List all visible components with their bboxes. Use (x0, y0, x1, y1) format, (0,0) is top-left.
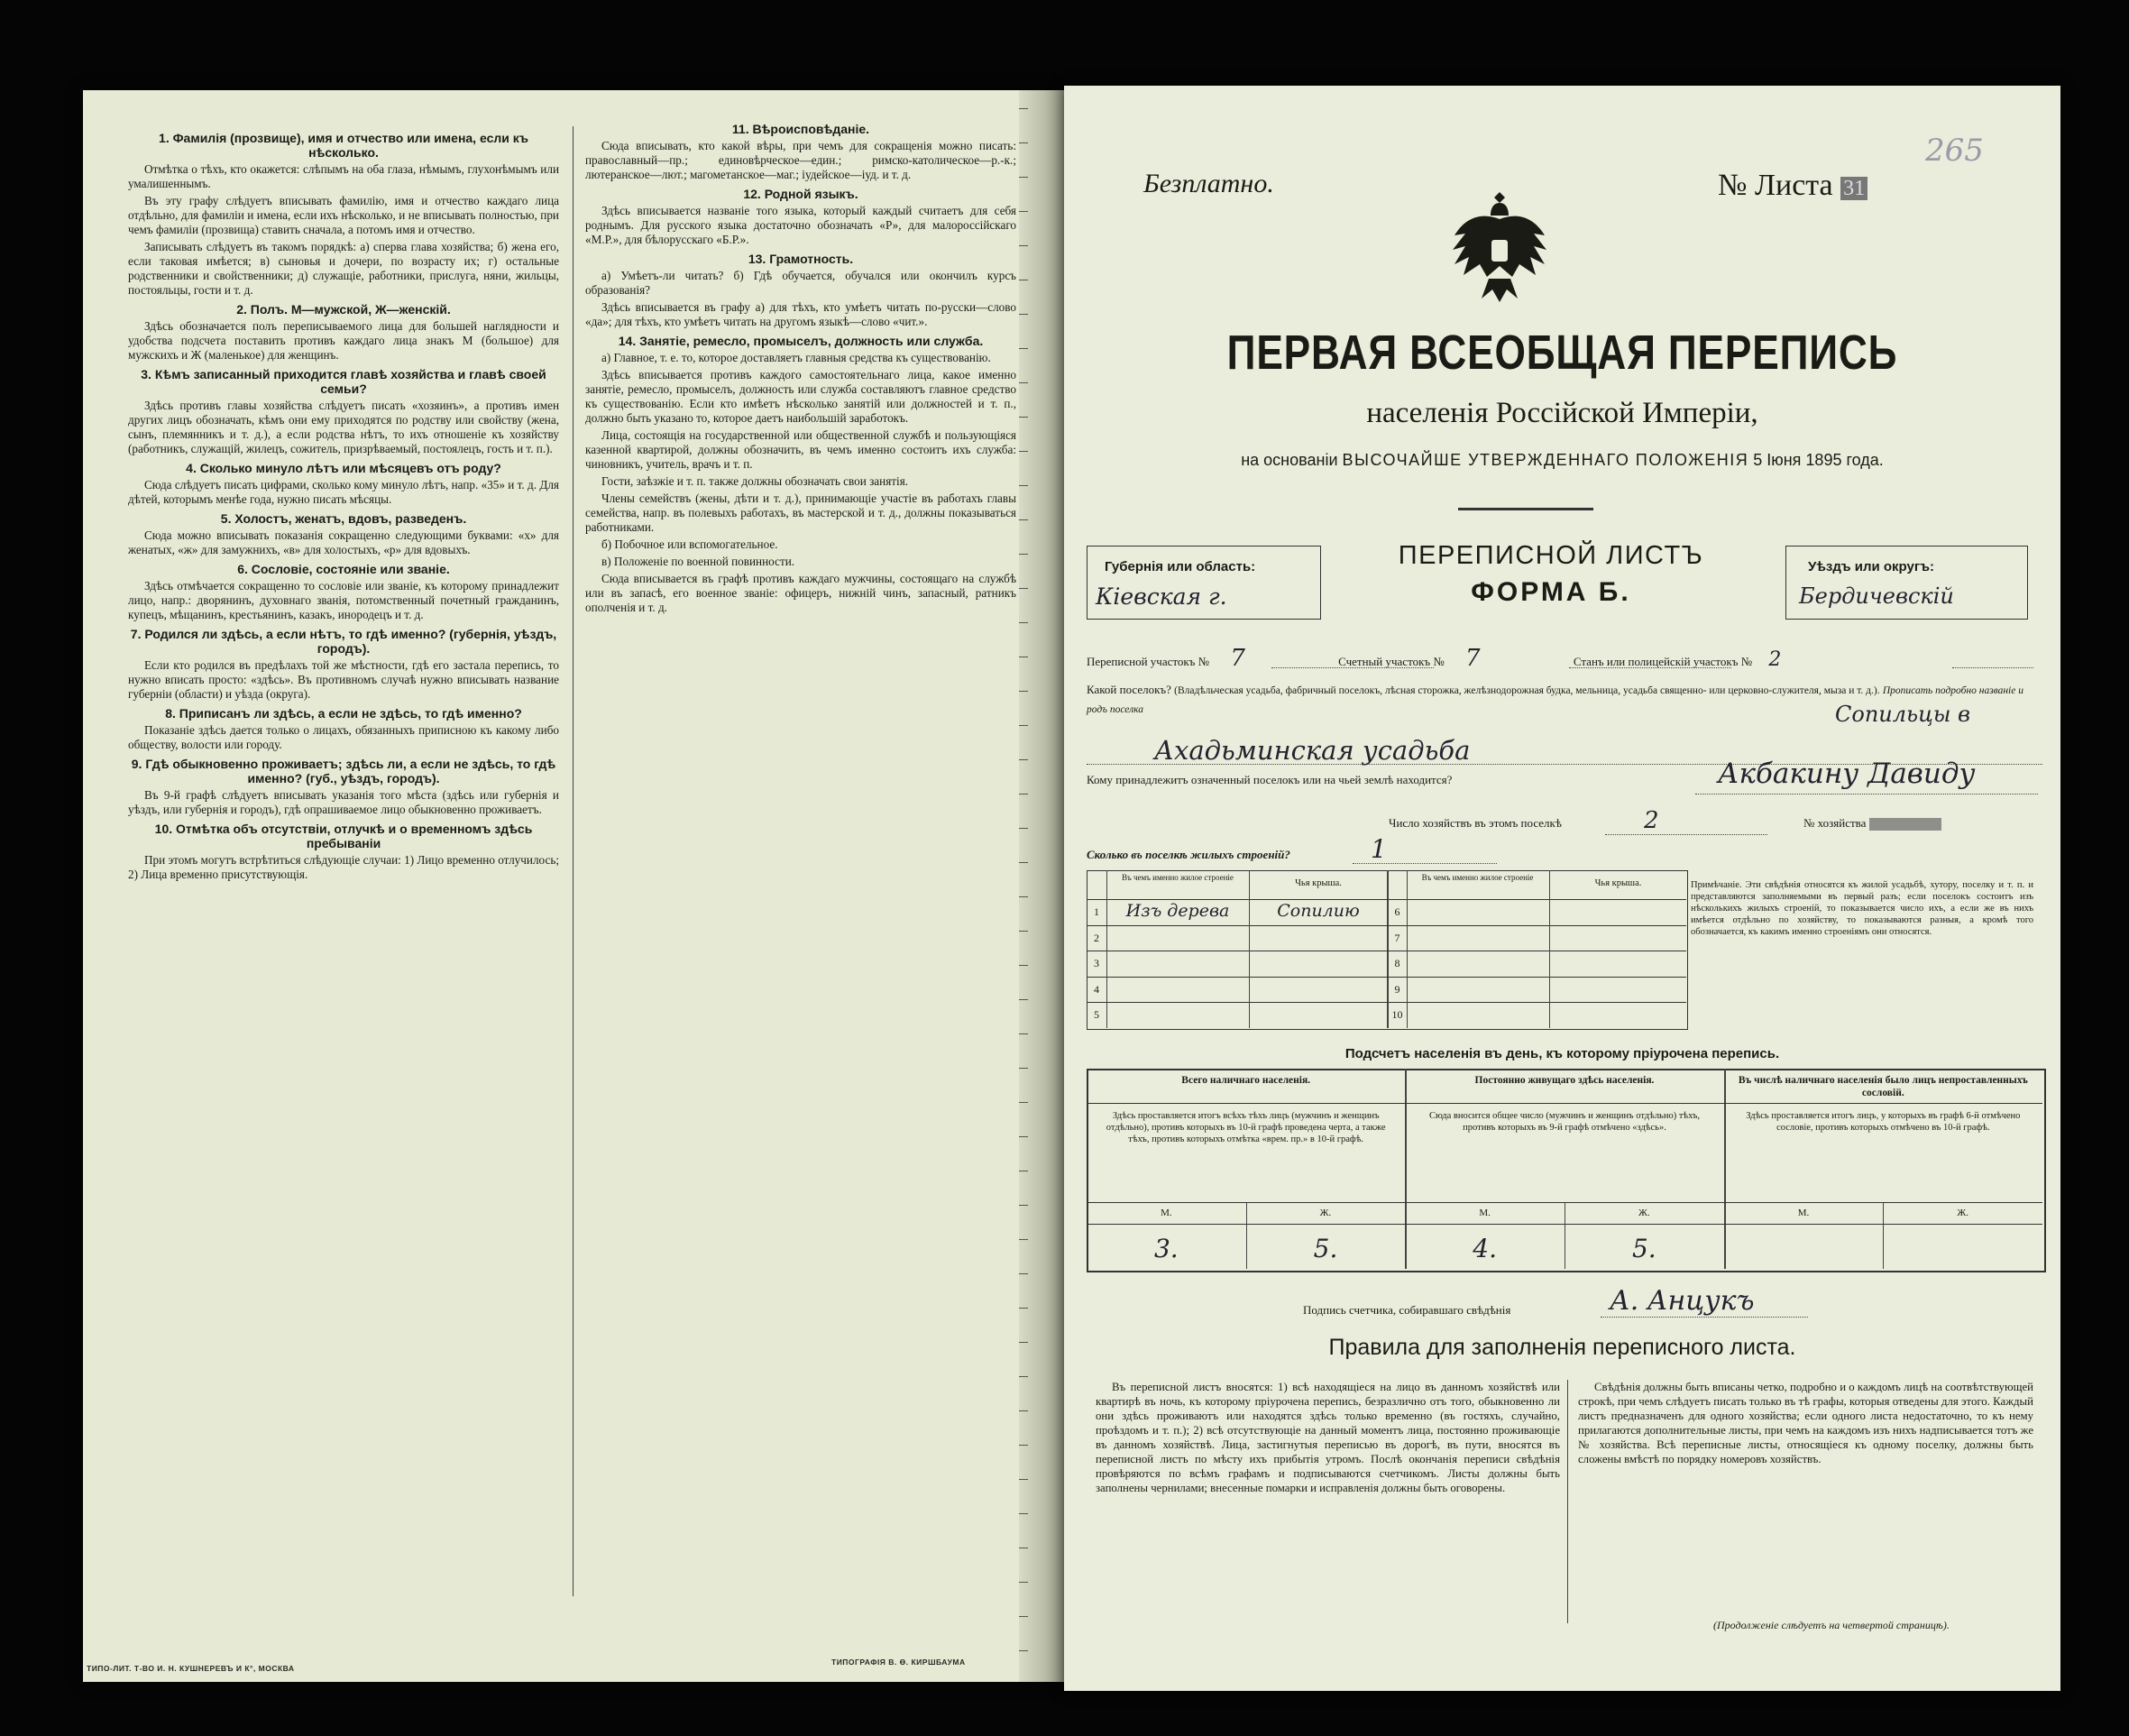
buildings-row-number: 5 (1094, 1008, 1099, 1022)
gutter-tick (1019, 485, 1028, 486)
count-head-rule (1087, 1103, 2042, 1104)
section-paragraph: Отмѣтка о тѣхъ, кто окажется: слѣпымъ на оба глаза, нѣмымъ, глухонѣмымъ или умалишеннымъ. (128, 162, 559, 190)
book-gutter (1019, 90, 1064, 1682)
district-row (1087, 645, 2042, 672)
gutter-tick (1019, 1376, 1028, 1377)
free-of-charge-label: Безплатно. (1143, 169, 1274, 198)
section-heading: 14. Занятіе, ремесло, промыселъ, должность или служба. (618, 334, 984, 348)
buildings-row-owner: Сопилию (1277, 901, 1360, 921)
count-mf-rule-h (1087, 1224, 2042, 1225)
census-title: ПЕРВАЯ ВСЕОБЩАЯ ПЕРЕПИСЬ (1226, 326, 1898, 380)
section-heading: 1. Фамилія (прозвище), имя и отчество или имена, если къ нѣсколько. (159, 131, 528, 160)
section-heading: 9. Гдѣ обыкновенно проживаетъ; здѣсь ли, а если не здѣсь, то гдѣ именно? (губ., уѣздъ, городъ). (131, 757, 556, 785)
gutter-tick (1019, 931, 1028, 932)
count-col-head: Постоянно живущаго здѣсь населенія. (1474, 1075, 1655, 1086)
household-number-text: № хозяйства (1803, 816, 1867, 830)
gutter-tick (1019, 245, 1028, 246)
count-sex-label: Ж. (1319, 1208, 1332, 1218)
gutter-tick (1019, 1308, 1028, 1309)
section-paragraph: При этомъ могутъ встрѣтиться слѣдующіе случаи: 1) Лицо временно отлучилось; 2) Лица временно присутствующія. (128, 853, 559, 881)
gutter-tick (1019, 1068, 1028, 1069)
gutter-tick (1019, 1136, 1028, 1137)
buildings-row-number: 6 (1394, 905, 1400, 918)
gutter-tick (1019, 1410, 1028, 1411)
instructions-column-1 (128, 126, 559, 1596)
section-paragraph: Записывать слѣдуетъ въ такомъ порядкѣ: а) сперва глава хозяйства; б) жена его, если таковая имѣется; в) сыновья и дочери, по возрасту их; г) остальные родственники и свойственники; д) служащіе, работники, прислуга, няни, жильцы, постояльцы, гости и т. д. (128, 240, 559, 297)
buildings-row-number: 7 (1394, 931, 1400, 944)
printer-footer-right: ТИПОГРАФІЯ В. Ѳ. КИРШБАУМА (831, 1658, 966, 1667)
buildings-row-number: 2 (1094, 931, 1099, 944)
settlement-value-2: Ахадьминская усадьба (1154, 735, 1471, 766)
sheet-number-value: 31 (1840, 177, 1867, 200)
section-paragraph: Въ эту графу слѣдуетъ вписывать фамилію, имя и отчество каждаго лица отдѣльно, для фамиліи и имена, если ихъ нѣсколько, и не вписывать полностью, при чемъ фамиліи (прозвища) ставить сначала, а потомъ имя и отчество. (128, 194, 559, 236)
buildings-head-b: Чья крыша. (1594, 878, 1642, 888)
gutter-tick (1019, 1273, 1028, 1274)
settlement-note: (Владѣльческая усадьба, фабричный поселокъ, лѣсная сторожка, желѣзнодорожная будка, мельница, усадьба священно- или церковно-служителя, мыза и т. д.). (1174, 685, 1880, 696)
instructions-column-2 (585, 117, 1016, 1596)
decree-line (1064, 451, 2060, 470)
household-number-label (1803, 816, 1941, 831)
households-label: Число хозяйствъ въ этомъ поселкѣ (1389, 816, 1562, 830)
section-paragraph: б) Побочное или вспомогательное. (601, 537, 778, 551)
continued-note: (Продолженіе слѣдуетъ на четвертой страницѣ). (1713, 1619, 1950, 1631)
buildings-head-b: Чья крыша. (1295, 878, 1342, 888)
gutter-tick (1019, 862, 1028, 863)
gutter-tick (1019, 1342, 1028, 1343)
gutter-tick (1019, 588, 1028, 589)
count-col-desc: Здѣсь проставляется итогъ всѣхъ тѣхъ лицъ (мужчинъ и женщинъ отдѣльно), противъ которыхъ въ 10-й графѣ проведена черта, а также тѣхъ, противъ которыхъ отмѣтка «врем. пр.» в 10-й графѣ. (1106, 1111, 1386, 1144)
buildings-row-number: 1 (1094, 905, 1099, 918)
gutter-tick (1019, 519, 1028, 520)
census-form-page (1064, 86, 2060, 1691)
buildings-head-a: Въ чемъ именно жилое строеніе (1122, 873, 1234, 882)
buildings-head-a: Въ чемъ именно жилое строеніе (1421, 873, 1534, 882)
owner-label: Кому принадлежитъ означенный поселокъ или на чьей землѣ находится? (1087, 773, 1453, 786)
rules-title: Правила для заполненія переписного листа. (1328, 1335, 1796, 1360)
left-page-instructions (83, 90, 1057, 1682)
gutter-tick (1019, 554, 1028, 555)
household-number-redacted (1869, 818, 1941, 831)
title-separator (1458, 508, 1593, 510)
province-value: Кіевская г. (1096, 583, 1227, 610)
gutter-tick (1019, 451, 1028, 452)
section-paragraph: Показаніе здѣсь дается только о лицахъ, обязанныхъ приписною къ какому либо обществу, волости или городу. (128, 723, 559, 751)
buildings-num-col (1106, 870, 1107, 1028)
count-sex-label: Ж. (1957, 1208, 1968, 1218)
form-subtitle: ФОРМА Б. (1471, 577, 1631, 607)
dwellings-value: 1 (1371, 834, 1387, 864)
buildings-note: Примѣчаніе. Эти свѣдѣнія относятся къ жилой усадьбѣ, хутору, поселку и т. п. и представляются заполняемыми въ первый разъ; если поселокъ состоитъ изъ нѣсколькихъ жилыхъ строеній, то показывается число ихъ, а если же въ нихъ имѣется отдѣльно по хозяйству, то показываются разныя, а кромѣ того обозначается, къ какимъ именно строеніямъ они относятся. (1691, 880, 2033, 937)
gutter-tick (1019, 314, 1028, 315)
form-title: ПЕРЕПИСНОЙ ЛИСТЪ (1398, 541, 1704, 570)
column-divider (573, 126, 574, 1596)
buildings-row-rule (1087, 925, 1686, 926)
corner-archive-number: 265 (1925, 133, 1984, 169)
district-label: Уѣздъ или округъ: (1808, 559, 1935, 574)
gutter-tick (1019, 759, 1028, 760)
gutter-tick (1019, 999, 1028, 1000)
count-sex-label: М. (1161, 1208, 1172, 1218)
section-paragraph: Члены семействъ (жены, дѣти и т. д.), принимающіе участіе въ работахъ главы семейства, напр. въ полевыхъ работахъ, въ мастерской и т. д., должны показываться работниками. (585, 491, 1016, 534)
buildings-num-col (1407, 870, 1408, 1028)
section-paragraph: Гости, заѣзжіе и т. п. также должны обозначать свои занятія. (601, 474, 909, 488)
section-paragraph: Здѣсь вписывается въ графу а) для тѣхъ, кто умѣетъ читать по-русски—слово «да»; для тѣхъ, кто умѣетъ читать на другомъ языкѣ—слово «чит.». (585, 300, 1016, 328)
buildings-row-number: 4 (1094, 982, 1099, 996)
decree-caps: ВЫСОЧАЙШЕ УТВЕРЖДЕННАГО ПОЛОЖЕНІЯ (1342, 451, 1749, 469)
count-value: 4. (1473, 1234, 1498, 1263)
sheet-number-label (1718, 169, 1867, 203)
section-paragraph: в) Положеніе по военной повинности. (601, 555, 795, 568)
gutter-tick (1019, 965, 1028, 966)
signature-value: А. Анцукъ (1610, 1285, 1755, 1317)
buildings-row-number: 9 (1394, 982, 1400, 996)
section-paragraph: Сюда вписывать, кто какой вѣры, при чемъ для сокращенія можно писать: православный—пр.; единовѣрческое—един.; римско-католическое—р.-к.; лютеранское—лют.; магометанское—маг.; іудейское—іуд. и т. д. (585, 139, 1016, 181)
section-paragraph: Лица, состоящія на государственной или общественной службѣ и пользующіяся казенной квартирой, должны обозначить, въ чемъ именно состоитъ ихъ служба: чиновникъ, учитель, врачъ и т. п. (585, 428, 1016, 471)
gutter-tick (1019, 828, 1028, 829)
district-value: Бердичевскій (1799, 583, 1954, 609)
gutter-tick (1019, 382, 1028, 383)
buildings-row-material: Изъ дерева (1125, 901, 1230, 921)
gutter-tick (1019, 725, 1028, 726)
gutter-tick (1019, 622, 1028, 623)
section-heading: 2. Полъ. М—мужской, Ж—женскій. (236, 302, 451, 317)
buildings-table-mid (1387, 870, 1389, 1028)
count-col-rule (1724, 1069, 1726, 1269)
counting-district-value: 7 (1465, 645, 1481, 672)
section-heading: 11. Вѣроисповѣданіе. (731, 122, 870, 136)
rules-column-2: Свѣдѣнія должны быть вписаны четко, подробно и о каждомъ лицѣ на соотвѣтствующей строкѣ, при чемъ слѣдуетъ писать только въ тѣ графы, которыя отведены для этого. Каждый листъ предназначенъ для одного хозяйства; если одного листа недостаточно, то къ нему прилагаются дополнительные листы, при чемъ на каждомъ изъ нихъ надписывается тотъ же № хозяйства. Всѣ переписные листы, относящіеся къ одному поселку, должны быть сложены вмѣстѣ по порядку номеровъ хозяйствъ. (1578, 1381, 2033, 1465)
gutter-tick (1019, 1205, 1028, 1206)
section-paragraph: а) Умѣетъ-ли читать? б) Гдѣ обучается, обучался или окончилъ курсъ образованія? (585, 269, 1016, 297)
section-heading: 4. Сколько минуло лѣтъ или мѣсяцевъ отъ роду? (186, 461, 501, 475)
gutter-tick (1019, 211, 1028, 212)
count-col-desc: Здѣсь проставляется итогъ лицъ, у которыхъ въ графѣ 6-й отмѣчено сословіе, противъ которыхъ отмѣчено въ 10-й графѣ. (1746, 1111, 2021, 1133)
count-value: 5. (1313, 1234, 1338, 1263)
section-heading: 12. Родной языкъ. (743, 187, 858, 201)
rules-column-1: Въ переписной листъ вносятся: 1) всѣ находящіеся на лицо въ данномъ хозяйствѣ или квартирѣ въ ночь, къ которому пріурочена перепись, безразлично отъ того, обыкновенно ли они здѣсь проживаютъ или находятся здѣсь только временно (въ гостяхъ, случайно, проѣздомъ и т. п.); 2) всѣ отсутствующіе на данный моментъ лица, постоянно проживающіе въ данномъ хозяйствѣ. Лица, застигнутыя переписью въ дорогѣ, въ пути, вносятся въ переписной листъ по мѣсту ихъ прибытія утромъ. Послѣ окончанія переписи свѣдѣнія провѣряются по всѣмъ графамъ и подписываются счетчикомъ. Листы должны быть заполнены чернилами; внесенные помарки и исправленія должны быть оговорены. (1096, 1381, 1560, 1494)
dwellings-label: Сколько въ поселкѣ жилыхъ строеній? (1087, 848, 1290, 861)
count-desc-rule (1087, 1202, 2042, 1203)
gutter-tick (1019, 1479, 1028, 1480)
gutter-tick (1019, 1513, 1028, 1514)
gutter-tick (1019, 108, 1028, 109)
gutter-tick (1019, 1616, 1028, 1617)
count-col-head: Въ числѣ наличнаго населенія было лицъ непроставленныхъ сословій. (1738, 1075, 2028, 1098)
section-paragraph: Если кто родился въ предѣлахъ той же мѣстности, гдѣ его застала перепись, то нужно вписать просто: «здѣсь». Въ противномъ случаѣ нужно вписывать название губерніи (области) и уѣзда (округа). (128, 658, 559, 701)
gutter-tick (1019, 1033, 1028, 1034)
section-paragraph: Сюда вписывается въ графѣ противъ каждаго мужчины, состоящаго на службѣ или въ запасѣ, его военное званіе: офицеръ, нижній чинъ, запасный, ратникъ ополченія и т. д. (585, 572, 1016, 614)
buildings-row-number: 10 (1391, 1008, 1403, 1022)
gutter-tick (1019, 1239, 1028, 1240)
buildings-row-number: 8 (1394, 957, 1400, 970)
buildings-b-col (1549, 870, 1550, 1028)
buildings-row-rule (1087, 977, 1686, 978)
gutter-tick (1019, 691, 1028, 692)
settlement-label: Какой поселокъ? (1087, 683, 1171, 696)
buildings-head-rule (1087, 899, 1686, 900)
census-district-label: Переписной участокъ № (1087, 655, 1210, 668)
gutter-tick (1019, 142, 1028, 143)
section-paragraph: Здѣсь обозначается полъ переписываемого лица для большей наглядности и удобства подсчета поставить противъ каждаго лица знакъ М (большое) для мужскихъ и Ж (маленькое) для женщинъ. (128, 319, 559, 362)
count-col-desc: Сюда вносится общее число (мужчинъ и женщинъ отдѣльно) тѣхъ, противъ которыхъ въ 9-й графѣ отмѣчено «здѣсь». (1428, 1111, 1701, 1133)
population-count-title: Подсчетъ населенія въ день, къ которому пріурочена перепись. (1344, 1046, 1780, 1061)
police-district-label: Станъ или полицейскій участокъ № (1573, 655, 1753, 668)
settlement-value-1: Сопильцы в (1835, 702, 1970, 727)
gutter-tick (1019, 177, 1028, 178)
section-heading: 8. Приписанъ ли здѣсь, а если не здѣсь, то гдѣ именно? (165, 706, 522, 721)
buildings-row-number: 3 (1094, 957, 1099, 970)
gutter-tick (1019, 1445, 1028, 1446)
count-sex-label: М. (1797, 1208, 1810, 1218)
section-paragraph: Здѣсь отмѣчается сокращенно то сословіе или званіе, къ которому принадлежит лицо, напр.: дворянинъ, духовнаго званія, потомственный почетный гражданинъ, купецъ, мѣщанинъ, крестьянинъ, казакъ, инородецъ и т. д. (128, 579, 559, 621)
section-paragraph: Сюда можно вписывать показанія сокращенно следующими буквами: «х» для женатых, «ж» для замужнихъ, «в» для холостыхъ, «р» для вдовыхъ. (128, 528, 559, 556)
gutter-tick (1019, 348, 1028, 349)
rules-column-divider (1567, 1380, 1568, 1623)
printer-footer-left: ТИПО-ЛИТ. Т-ВО И. Н. КУШНЕРЕВЪ И К°, МОСКВА (87, 1664, 295, 1673)
section-paragraph: Здѣсь вписывается противъ каждого самостоятельнаго лица, какое именно занятіе, ремесло, промыселъ, должность или служба составляютъ главное средство къ существованію. Если кто имѣетъ нѣсколько занятій или должностей и т. п., должно быть указано то, которое даетъ наибольшій заработокъ. (585, 368, 1016, 425)
section-paragraph: Здѣсь вписывается названіе того языка, который каждый считаетъ для себя роднымъ. Для русского языка достаточно обозначать «Р», для малороссійскаго «М.Р.», для бѣлорусскаго «Б.Р.». (585, 204, 1016, 246)
gutter-tick (1019, 1650, 1028, 1651)
count-sex-label: Ж. (1638, 1208, 1650, 1218)
owner-value: Акбакину Давиду (1718, 758, 1976, 790)
gutter-tick (1019, 1102, 1028, 1103)
buildings-b-col (1249, 870, 1250, 1028)
decree-prefix: на основаніи (1241, 451, 1338, 469)
imperial-eagle-icon (1445, 185, 1554, 311)
section-paragraph: Въ 9-й графѣ слѣдуетъ вписывать указанія того мѣста (здѣсь или губернія и уѣздъ, или губернія и городъ), гдѣ опрашиваемое лицо обыкновенно проживаетъ. (128, 788, 559, 816)
buildings-row-rule (1087, 1002, 1686, 1003)
gutter-tick (1019, 794, 1028, 795)
section-heading: 5. Холостъ, женатъ, вдовъ, разведенъ. (220, 511, 467, 526)
section-heading: 3. Кѣмъ записанный приходится главѣ хозяйства и главѣ своей семьи? (141, 367, 546, 396)
section-paragraph: а) Главное, т. е. то, которое доставляетъ главныя средства къ существованію. (601, 351, 991, 364)
sheet-number-text: № Листа (1718, 169, 1833, 202)
count-sex-label: М. (1479, 1208, 1491, 1218)
count-value: 5. (1631, 1234, 1656, 1263)
settlement-note-2: Прописать подробно названіе и родъ поселка (1087, 685, 2023, 715)
police-district-value: 2 (1768, 648, 1782, 671)
census-district-value: 7 (1230, 645, 1245, 672)
signature-label: Подпись счетчика, собиравшаго свѣдѣнія (1303, 1303, 1511, 1317)
count-col-head: Всего наличнаго населенія. (1181, 1075, 1311, 1086)
counting-district-label: Счетный участокъ № (1338, 655, 1445, 668)
census-subtitle: населенія Россійской Имперіи, (1366, 397, 1758, 429)
households-value: 2 (1644, 807, 1659, 834)
gutter-tick (1019, 1582, 1028, 1583)
decree-suffix: 5 Іюня 1895 года. (1753, 451, 1884, 469)
gutter-tick (1019, 417, 1028, 418)
section-heading: 6. Сословіе, состояніе или званіе. (237, 562, 450, 576)
count-value: 3. (1153, 1234, 1179, 1263)
province-label: Губернія или область: (1105, 559, 1256, 574)
section-heading: 7. Родился ли здѣсь, а если нѣтъ, то гдѣ именно? (губернія, уѣздъ, городъ). (130, 627, 557, 656)
gutter-tick (1019, 896, 1028, 897)
section-paragraph: Сюда слѣдуетъ писать цифрами, сколько кому минуло лѣтъ, напр. «35» и т. д. Для дѣтей, которымъ менѣе года, нужно писать мѣсяцы. (128, 478, 559, 506)
section-heading: 13. Грамотность. (748, 252, 854, 266)
section-heading: 10. Отмѣтка объ отсутствіи, отлучкѣ и о временномъ здѣсь пребываніи (154, 822, 533, 850)
section-paragraph: Здѣсь противъ главы хозяйства слѣдуетъ писать «хозяинъ», а противъ имен других лицъ обозначать, кѣмъ они ему приходятся по родству или свойству (жена, сынъ, племянникъ и т. д.), а если родства нѣтъ, то ихъ отношеніе къ хозяйству (работникъ, служащій, жилецъ, сожитель, призрѣваемый, постоялецъ, гость и т. п.). (128, 399, 559, 455)
